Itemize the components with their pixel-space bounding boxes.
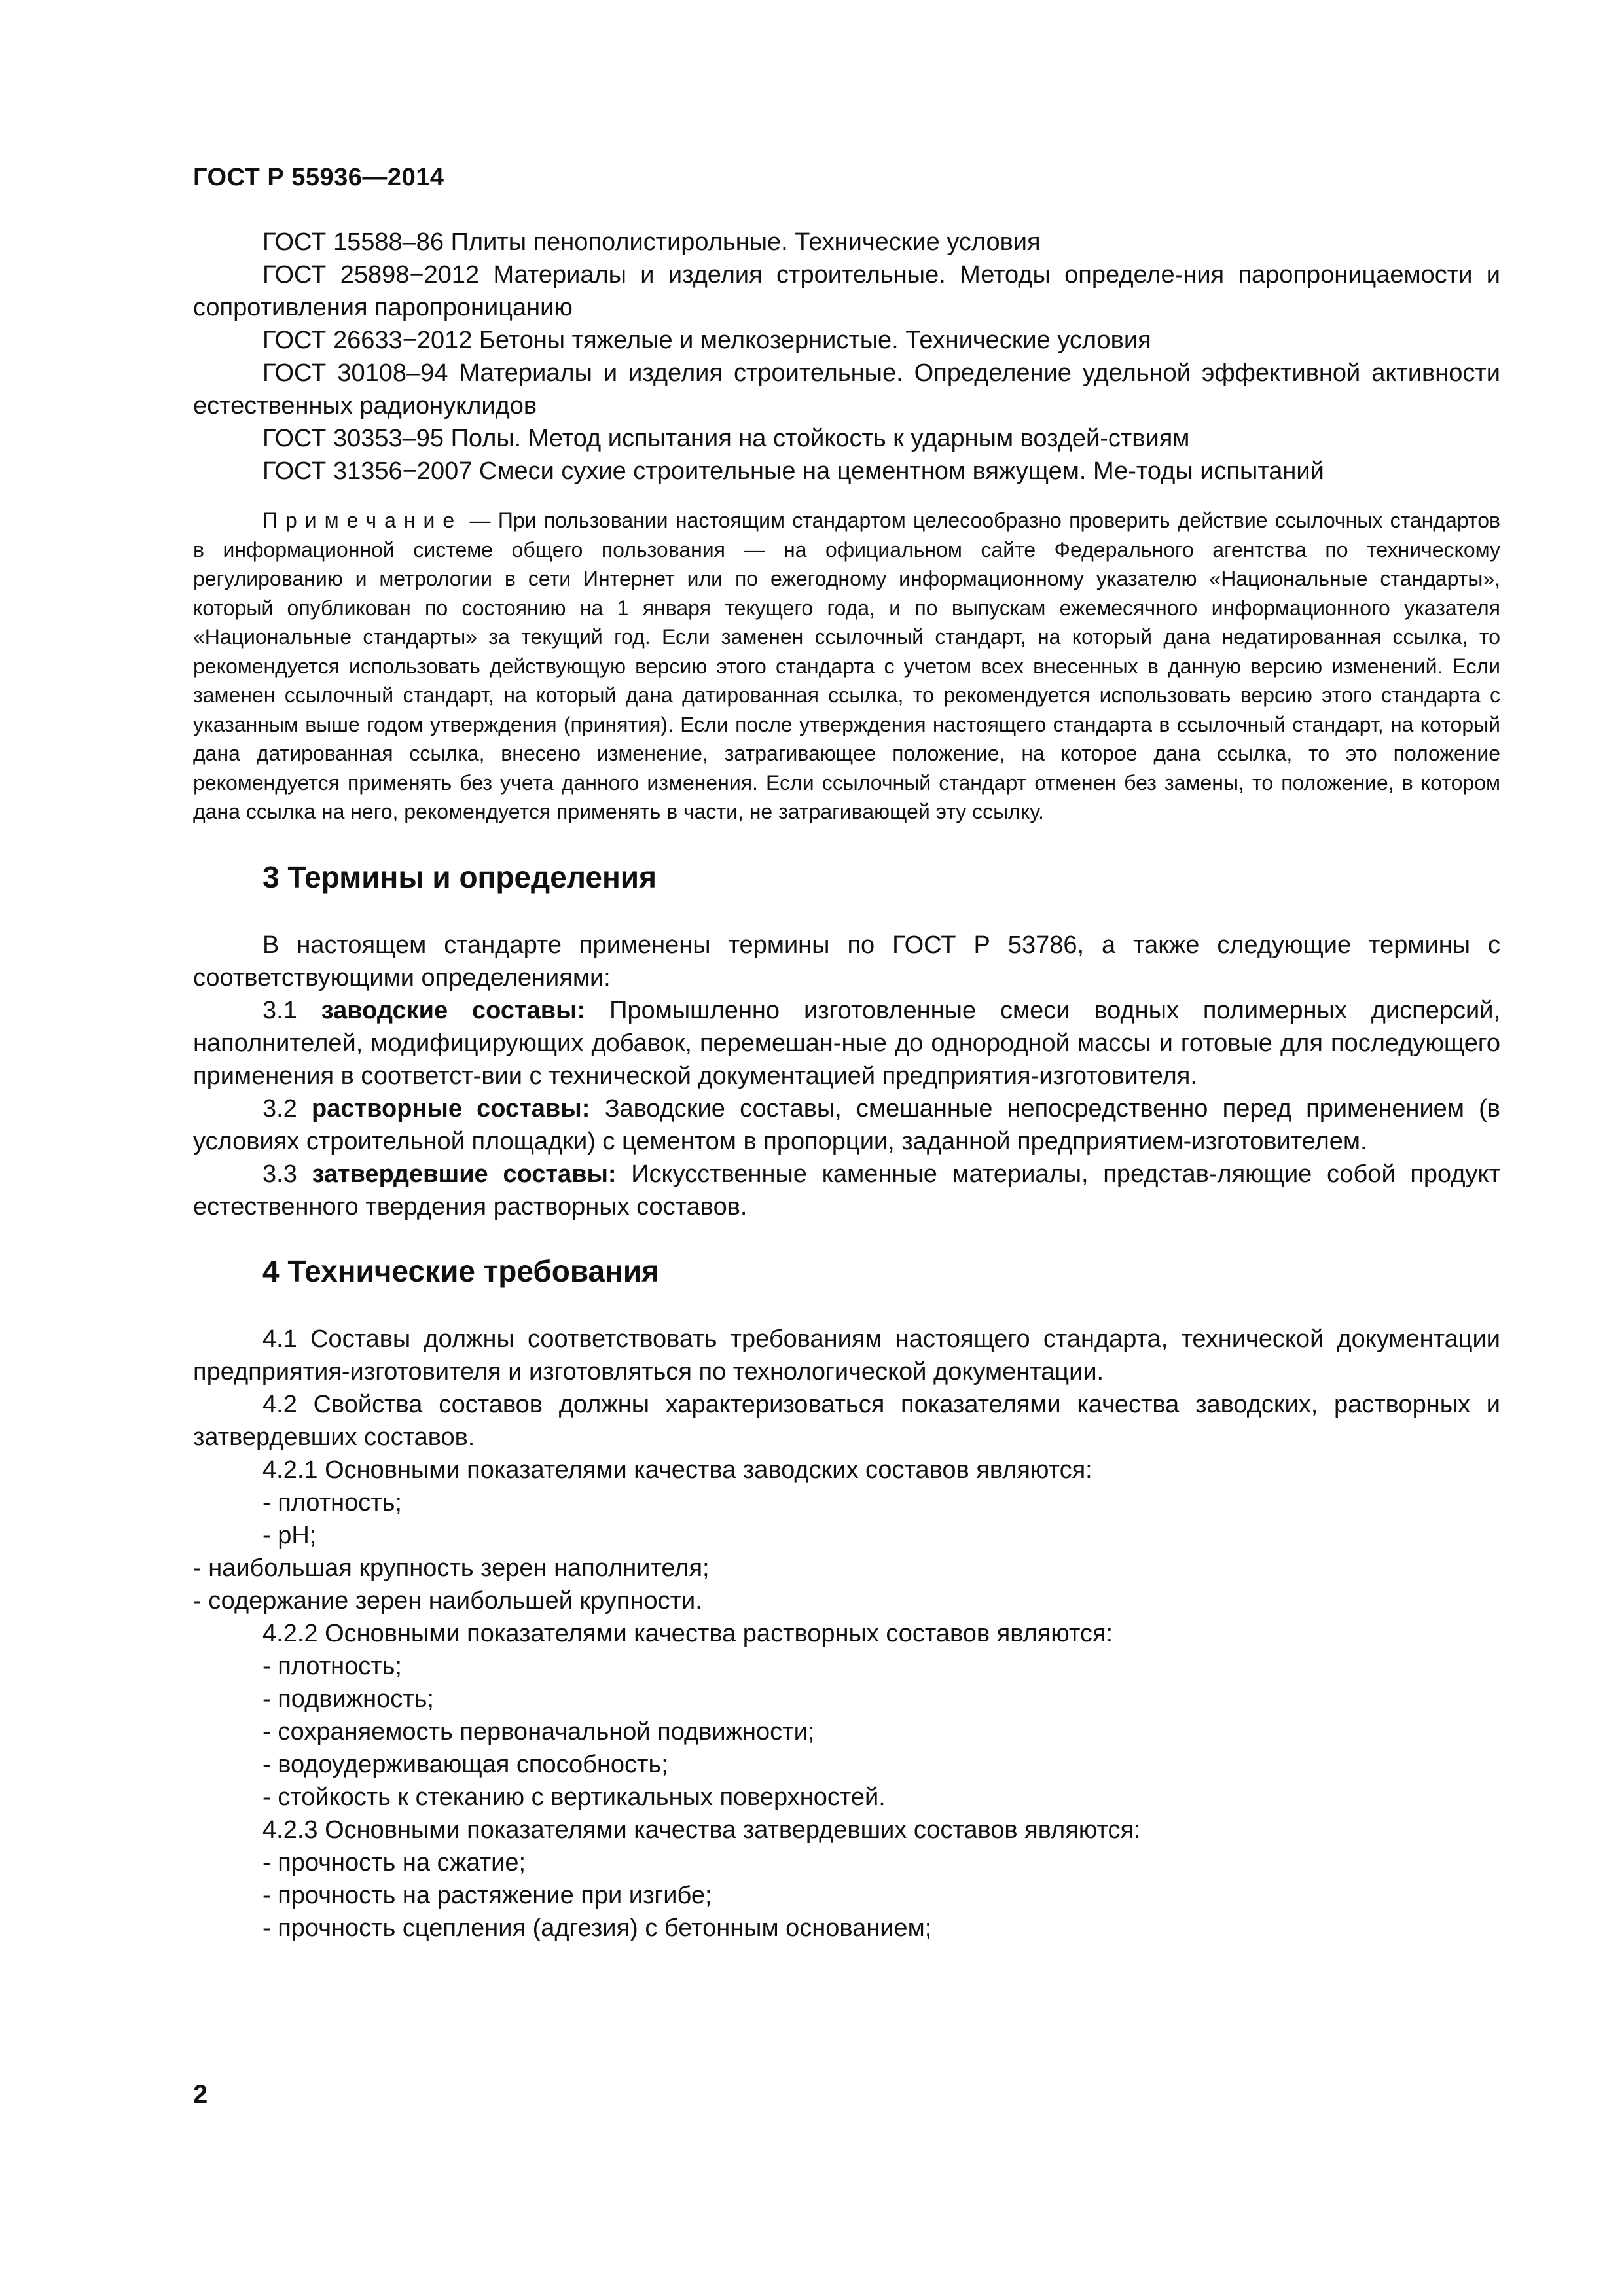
- normative-references-list: [193, 226, 1500, 488]
- term-text: Заводские составы, смешанные непосредственно перед применением (в условиях строительной площадки) с цементом в пропорции, заданной предприятием-изготовителем.: [193, 1094, 1500, 1155]
- reference-item: ГОСТ 31356−2007 Смеси сухие строительные на цементном вяжущем. Ме-тоды испытаний: [262, 457, 1324, 485]
- clause-4-2-3: 4.2.3 Основными показателями качества затвердевших составов являются:: [262, 1816, 1141, 1844]
- term-number: 3.3: [262, 1160, 297, 1188]
- term-definition: [193, 1158, 1500, 1223]
- list-item: - водоудерживающая способность;: [262, 1750, 668, 1778]
- list-item: - прочность сцепления (адгезия) с бетонным основанием;: [262, 1914, 932, 1942]
- clause-4-2-1: 4.2.1 Основными показателями качества заводских составов являются:: [262, 1456, 1092, 1484]
- term-text: Искусственные каменные материалы, представ-ляющие собой продукт естественного твердения растворных составов.: [193, 1160, 1500, 1221]
- list-item: - подвижность;: [262, 1685, 434, 1713]
- list-item: - наибольшая крупность зерен наполнителя;: [193, 1554, 710, 1582]
- note-paragraph: [193, 506, 1500, 827]
- reference-item: ГОСТ 30353–95 Полы. Метод испытания на стойкость к ударным воздей-ствиям: [262, 425, 1190, 452]
- section-requirements: [193, 1253, 1500, 1945]
- list-item: - сохраняемость первоначальной подвижности;: [262, 1717, 815, 1746]
- term-label: затвердевшие составы:: [312, 1160, 617, 1188]
- list-factory-indicators: [193, 1486, 1500, 1617]
- term-definition: [193, 1092, 1500, 1158]
- note-text: — При пользовании настоящим стандартом целесообразно проверить действие ссылочных стандартов в информационной системе общего пользования — на официальном сайте Федерального агентства по техническому регулированию и метрологии в сети Интернет или по ежегодному информационному указателю «Национальные стандарты», который опубликован по состоянию на 1 января текущего года, и по выпускам ежемесячного информационного указателя «Национальные стандарты» за текущий год. Если заменен ссылочный стандарт, на который дана недатированная ссылка, то рекомендуется использовать действующую версию этого стандарта с учетом всех внесенных в данную версию изменений. Если заменен ссылочный стандарт, на который дана датированная ссылка, то рекомендуется использовать версию этого стандарта с указанным выше годом утверждения (принятия). Если после утверждения настоящего стандарта в ссылочный стандарт, на который дана датированная ссылка, внесено изменение, затрагивающее положение, на которое дана ссылка, то это положение рекомендуется применять без учета данного изменения. Если ссылочный стандарт отменен без замены, то положение, в котором дана ссылка на него, рекомендуется применять в части, не затрагивающей эту ссылку.: [193, 509, 1500, 823]
- reference-item: ГОСТ 26633−2012 Бетоны тяжелые и мелкозернистые. Технические условия: [262, 327, 1151, 354]
- page-number: 2: [193, 2080, 208, 2109]
- section-terms: [193, 859, 1500, 1223]
- term-number: 3.2: [262, 1094, 297, 1122]
- section-3-intro: В настоящем стандарте применены термины по ГОСТ Р 53786, а также следующие термины с соответствующими определениями:: [193, 931, 1500, 992]
- list-mortar-indicators: [193, 1650, 1500, 1814]
- list-hardened-indicators: [193, 1846, 1500, 1945]
- reference-item: ГОСТ 30108–94 Материалы и изделия строительные. Определение удельной эффективной активности естественных радионуклидов: [193, 359, 1500, 420]
- list-item: - pH;: [262, 1521, 317, 1549]
- list-item: - стойкость к стеканию с вертикальных поверхностей.: [262, 1783, 886, 1811]
- page-content: [193, 226, 1500, 1945]
- reference-item: ГОСТ 25898−2012 Материалы и изделия строительные. Методы определе-ния паропроницаемости и сопротивления паропроницанию: [193, 261, 1500, 321]
- document-code-header: ГОСТ Р 55936—2014: [193, 164, 444, 191]
- list-item: - прочность на сжатие;: [262, 1848, 526, 1876]
- term-label: растворные составы:: [312, 1094, 590, 1122]
- term-number: 3.1: [262, 996, 297, 1024]
- term-label: заводские составы:: [321, 996, 586, 1024]
- list-item: - плотность;: [262, 1652, 402, 1680]
- list-item: - содержание зерен наибольшей крупности.: [193, 1587, 702, 1615]
- reference-item: ГОСТ 15588–86 Плиты пенополистирольные. Технические условия: [262, 228, 1041, 256]
- term-definition: [193, 994, 1500, 1092]
- list-item: - плотность;: [262, 1488, 402, 1516]
- clause-4-2-2: 4.2.2 Основными показателями качества растворных составов являются:: [262, 1619, 1113, 1647]
- note-label: Примечание: [262, 509, 463, 532]
- list-item: - прочность на растяжение при изгибе;: [262, 1881, 712, 1909]
- term-text: Промышленно изготовленные смеси водных полимерных дисперсий, наполнителей, модифицирующих добавок, перемешан-ные до однородной массы и готовые для последующего применения в соответст-вии с технической документацией предприятия-изготовителя.: [193, 996, 1500, 1090]
- section-4-title: 4 Технические требования: [262, 1253, 659, 1288]
- clause-4-2: 4.2 Свойства составов должны характеризоваться показателями качества заводских, растворных и затвердевших составов.: [193, 1390, 1500, 1451]
- section-3-title: 3 Термины и определения: [262, 859, 657, 894]
- clause-4-1: 4.1 Составы должны соответствовать требованиям настоящего стандарта, технической документации предприятия-изготовителя и изготовляться по технологической документации.: [193, 1325, 1500, 1386]
